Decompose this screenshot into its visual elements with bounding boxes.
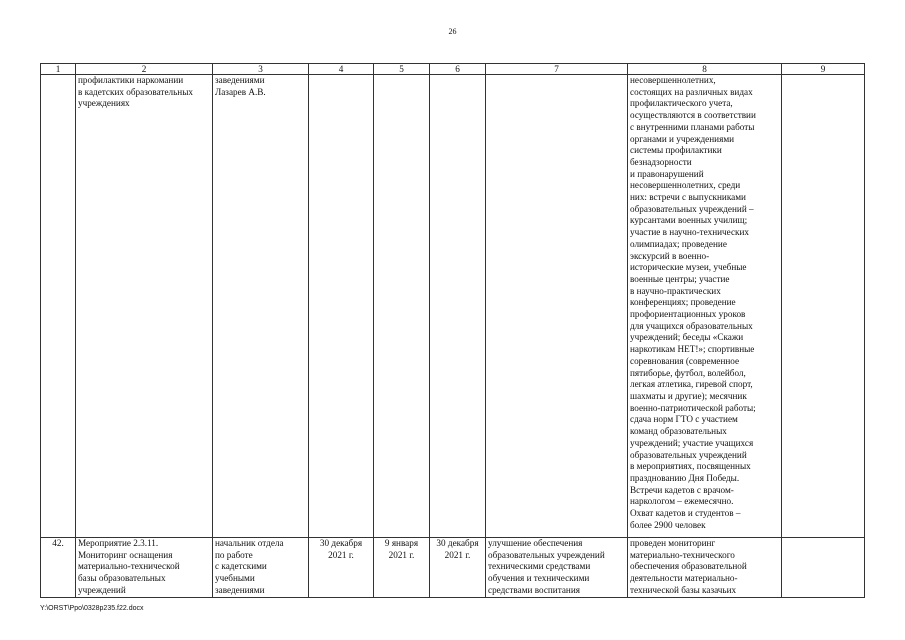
cell-number: 42. bbox=[41, 538, 76, 598]
column-header-4: 4 bbox=[309, 64, 374, 75]
column-header-9: 9 bbox=[782, 64, 865, 75]
column-header-3: 3 bbox=[213, 64, 309, 75]
column-header-1: 1 bbox=[41, 64, 76, 75]
cell-planned-end-date: 30 декабря 2021 г. bbox=[309, 538, 374, 598]
cell-col9 bbox=[782, 75, 865, 538]
cell-actual-end-date: 30 декабря 2021 г. bbox=[430, 538, 486, 598]
column-header-8: 8 bbox=[628, 64, 782, 75]
cell-result: несовершеннолетних, состоящих на различных видах профилактического учета, осуществляются в соответствии с внутренними планами работы органами и учреждениями системы профилактики безнадзорности и правонарушений несовершеннолетних, среди них: встречи с выпускниками образовательных учреждений – курсантами военных училищ; участие в научно-технических олимпиадах; проведение экскурсий в военно- исторические музеи, учебные военные центры; участие в научно-практических конференциях; проведение профориентационных уроков для учащихся образовательных учреждений; беседы «Скажи наркотикам НЕТ!»; спортивные соревнования (современное пятиборье, футбол, волейбол, легкая атлетика, гиревой спорт, шахматы и другие); месячник военно-патриотической работы; сдача норм ГТО с участием команд образовательных учреждений; участие учащихся образовательных учреждений в мероприятиях, посвященных празднованию Дня Победы. Встречи кадетов с врачом- наркологом – ежемесячно. Охват кадетов и студентов – более 2900 человек bbox=[628, 75, 782, 538]
cell-col5 bbox=[374, 75, 430, 538]
cell-activity: Мероприятие 2.3.11. Мониторинг оснащения материально-технической базы образовательных учреждений bbox=[76, 538, 213, 598]
column-header-6: 6 bbox=[430, 64, 486, 75]
page-number: 26 bbox=[448, 27, 457, 36]
column-header-2: 2 bbox=[76, 64, 213, 75]
cell-result: проведен мониторинг материально-технического обеспечения образовательной деятельности материально- технической базы казачьих bbox=[628, 538, 782, 598]
cell-col6 bbox=[430, 75, 486, 538]
table-row-continued bbox=[41, 75, 865, 538]
plan-table bbox=[40, 63, 865, 598]
cell-activity: профилактики наркомании в кадетских образовательных учреждениях bbox=[76, 75, 213, 538]
cell-col7 bbox=[486, 75, 628, 538]
column-header-5: 5 bbox=[374, 64, 430, 75]
cell-actual-start-date: 9 января 2021 г. bbox=[374, 538, 430, 598]
cell-responsible: начальник отдела по работе с кадетскими учебными заведениями bbox=[213, 538, 309, 598]
cell-col9 bbox=[782, 538, 865, 598]
column-header-7: 7 bbox=[486, 64, 628, 75]
table-row-42 bbox=[41, 538, 865, 598]
cell-responsible: заведениями Лазарев А.В. bbox=[213, 75, 309, 538]
table-header-row bbox=[41, 64, 865, 75]
cell-number bbox=[41, 75, 76, 538]
cell-col4 bbox=[309, 75, 374, 538]
footer-file-path: Y:\ORST\Ppo\0328p235.f22.docx bbox=[40, 605, 144, 612]
cell-expected-result: улучшение обеспечения образовательных учреждений техническими средствами обучения и техническими средствами воспитания bbox=[486, 538, 628, 598]
